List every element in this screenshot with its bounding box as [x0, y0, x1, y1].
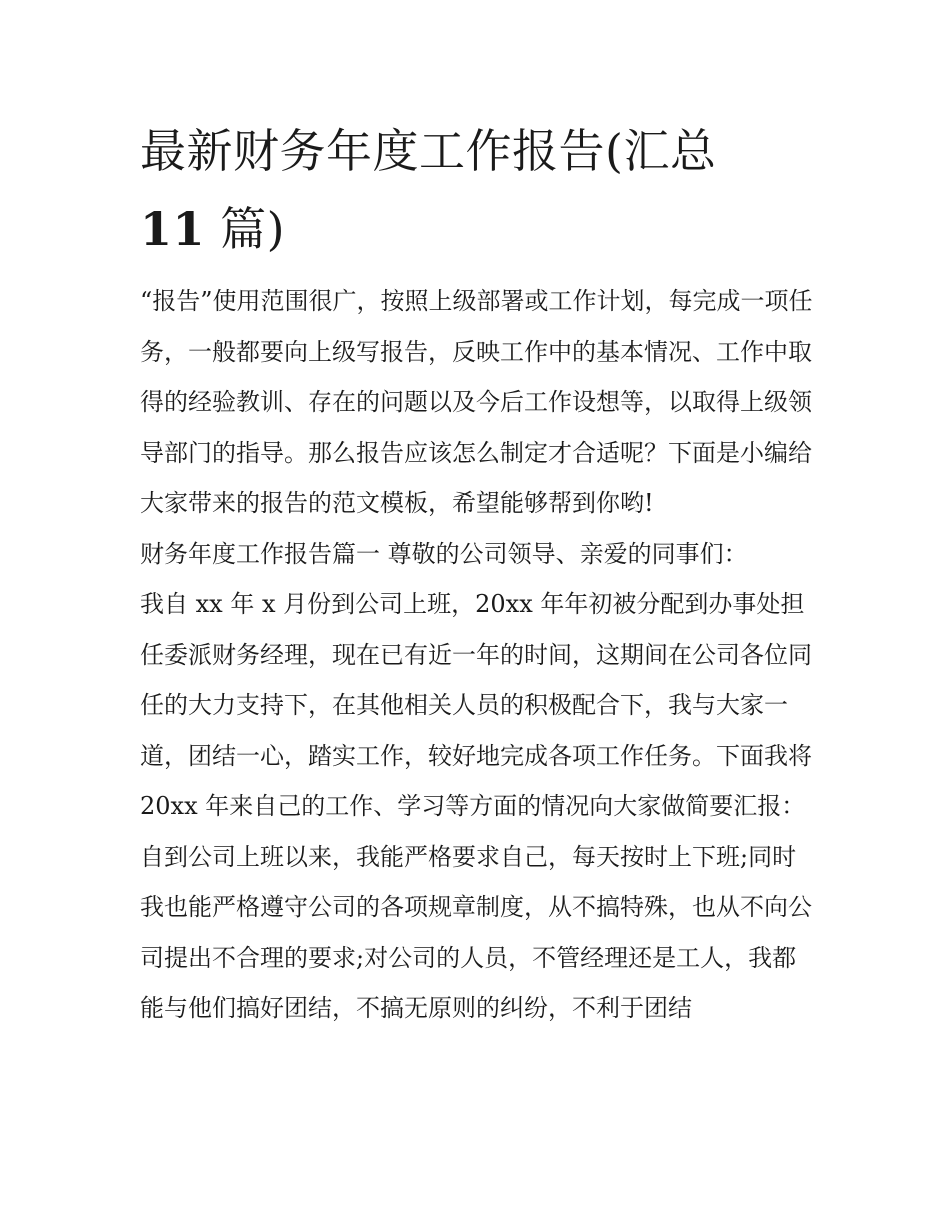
- section-heading-paragraph: 财务年度工作报告篇一 尊敬的公司领导、亲爱的同事们：: [140, 539, 748, 568]
- document-body: [140, 276, 820, 1034]
- title-count: 11: [140, 202, 206, 256]
- document-title: [140, 112, 820, 268]
- intro-paragraph: “报告”使用范围很广，按照上级部署或工作计划，每完成一项任务，一般都要向上级写报告，反映工作中的基本情况、工作中取得的经验教训、存在的问题以及今后工作设想等，以取得上级领导部门的指导。那么报告应该怎么制定才合适呢？下面是小编给大家带来的报告的范文模板，希望能够帮到你哟!: [140, 287, 813, 517]
- body-paragraph: 我自 xx 年 x 月份到公司上班，20xx 年年初被分配到办事处担任委派财务经理，现在已有近一年的时间，这期间在公司各位同任的大力支持下，在其他相关人员的积极配合下，我与大家一道，团结一心，踏实工作，较好地完成各项工作任务。下面我将 20xx 年来自己的工作、学习等方面的情况向大家做简要汇报：: [140, 590, 812, 820]
- title-line-2: 篇): [205, 202, 286, 256]
- title-line-1: 最新财务年度工作报告(汇总: [140, 124, 717, 178]
- body-paragraph: 自到公司上班以来，我能严格要求自己，每天按时上下班;同时我也能严格遵守公司的各项规章制度，从不搞特殊，也从不向公司提出不合理的要求;对公司的人员，不管经理还是工人，我都能与他们搞好团结，不搞无原则的纠纷，不利于团结: [140, 842, 812, 1022]
